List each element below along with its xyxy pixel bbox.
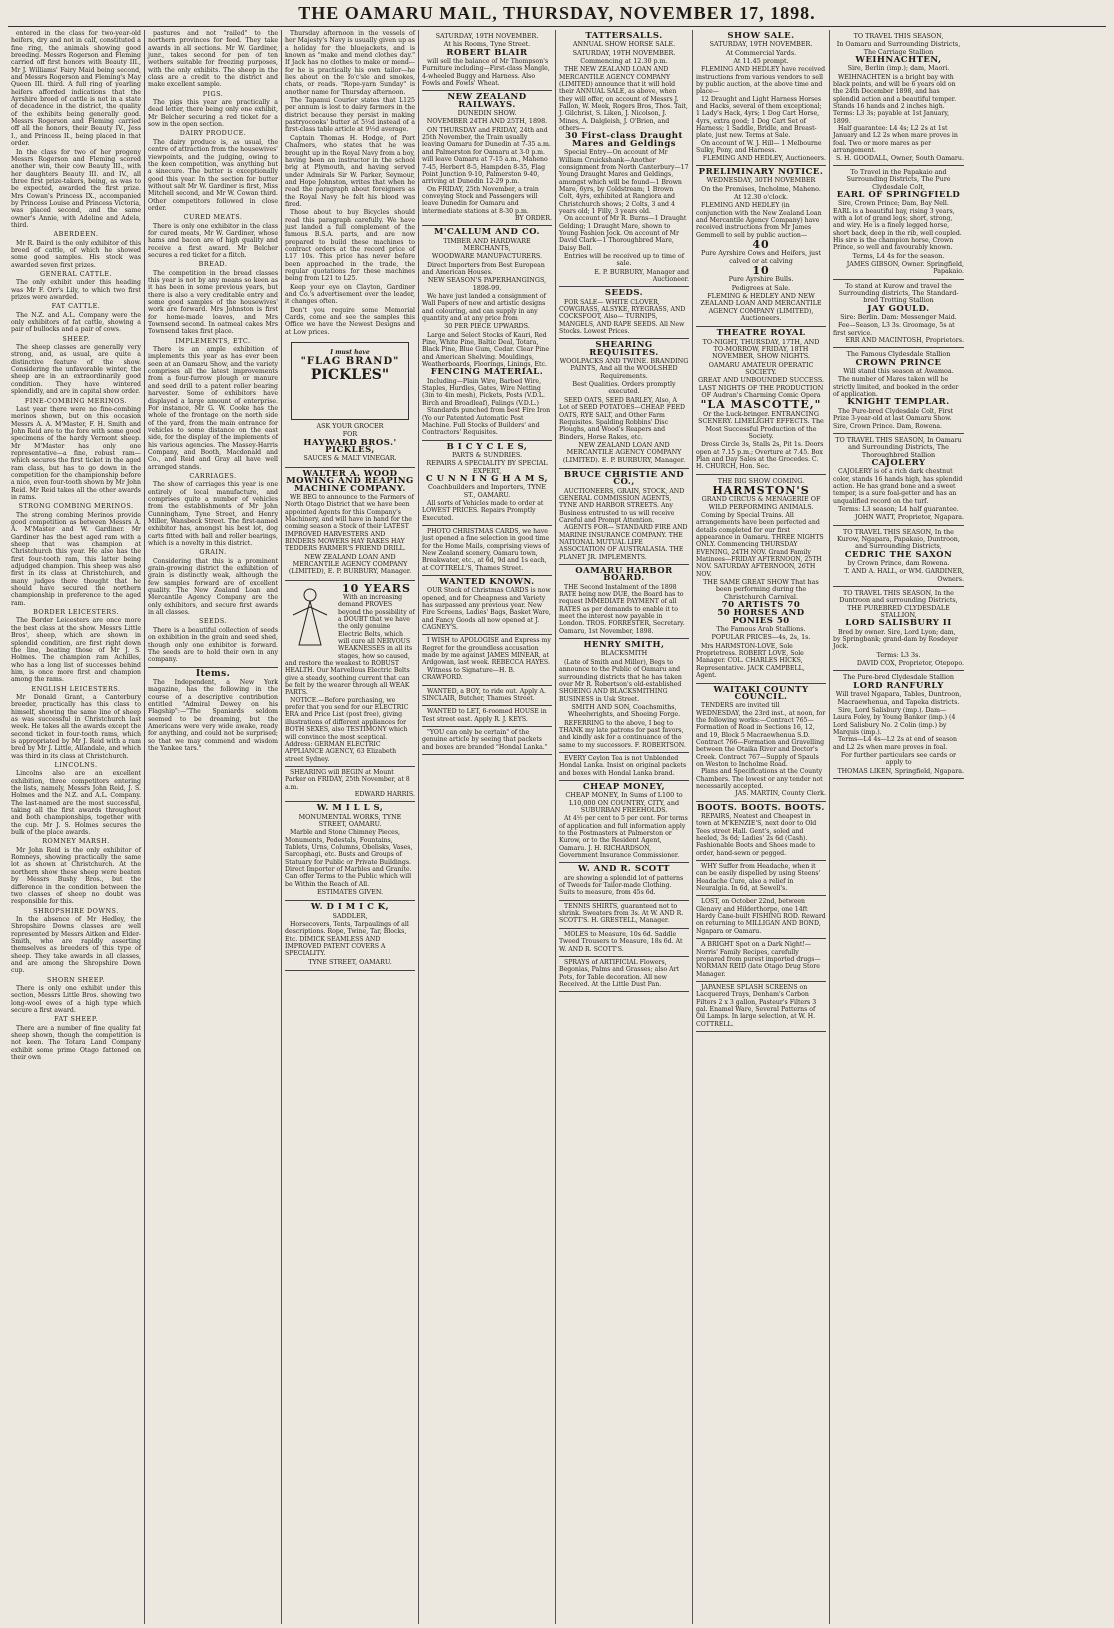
article-paragraph: The dairy produce is, as usual, the centre of attraction from the housewives' viewpoints, and the judging, owing to the keen competition, was anything but a sinecure. The butter is exceptionally good this year. In the section for butter without salt Mr W. Gardiner is first, Miss Mitchell second, and Mr W. Cowan third. Other competitors followed in close order.	[148, 138, 278, 212]
ad-line: THE BIG SHOW COMING.	[717, 476, 805, 485]
ad-body: All sorts of Vehicles made to order at LOWEST PRICES. Repairs Promptly Executed.	[422, 499, 544, 522]
ad-line: At 11.45 prompt.	[733, 57, 789, 66]
article-paragraph: The Border Leicesters are once more the best class at the show. Messrs Little Bros', sheep, which are shown in splendid condition, are first right down the line, beating those of Mr J. S. Holmes. The champion ram Achilles, who has a long list of successes behind him, is once more first and champion among the rams.	[11, 617, 141, 684]
ad-body: SEED OATS, SEED BARLEY, Also, A Lot of SEED POTATOES—CHEAP. FEED OATS, RYE SALT, and Other Farm Requisites. Spalding Robbins' Disc Ploughs, and Wood's Reapers and Binders, Horse Rakes, etc.	[559, 396, 686, 441]
ad-title: KNIGHT TEMPLAR.	[847, 397, 950, 408]
ad-body: With an increasing demand PROVES beyond the possibility of a DOUBT that we have the only genuine Electric Belts, which will cure all NERVOUS WEAKNESSES in all its stages, how so caused, and restore the weakest to ROBUST HEALTH. Our Marvellous Electric Belts give a steady, soothing current that can be felt by the wearer through all WEAK PARTS.	[285, 593, 415, 697]
ad-body: Direct Importers from Best European and American Houses.	[422, 261, 545, 276]
ad-subtitle: DUNEDIN SHOW.	[457, 109, 517, 118]
ad-signature: NEW ZEALAND LOAN AND MERCANTILE AGENCY COMPANY (LIMITED), E. P. BURBURY, Manager.	[288, 552, 412, 576]
ad-body: FLEMING AND HEDLEY (in conjunction with the New Zealand Loan and Mercantile Agency Company) have received instructions from Mr James Gemmell to sell by public auction—	[696, 202, 822, 239]
ad-body: Horsecovers, Tents, Tarpaulings of all descriptions. Rope, Twine, Tar, Blocks, Etc. DIMICK SEAMLESS AND IMPROVED PATENT COVERS A SPECIALITY.	[285, 921, 409, 958]
ad-body: OUR Stock of Christmas CARDS is now opened, and for Cheapness and Variety has surpassed any previous year. New Fire Screens, Ladies' Bags, Basket Ware, and Fancy Goods all now opened at J. CAGNEY'S.	[422, 587, 551, 632]
ad-line: Pedigrees at Sale.	[731, 283, 791, 292]
ad-body: WANTED to LET, 6-roomed HOUSE in Test street east. Apply R. J. KEYS.	[422, 708, 547, 723]
ad-line: Terms, L4 4s for the season.	[852, 251, 945, 260]
ad-line: SATURDAY, 19TH NOVEMBER.	[435, 32, 539, 40]
ad-highlight: 50 HORSES AND PONIES 50	[717, 608, 805, 626]
ad-title: CROWN PRINCE	[855, 357, 942, 368]
article-paragraph: There is an ample exhibition of implements this year as has ever been seen at an Oamaru Show, and the variety comprises all the latest improvements from a four-furrow plough or manure and seed drill to a patent roller bearing harvester. Some of exhibitors have displayed a large amount of enterprise. For instance, Mr G. W. Cooke has the whole of the frontage on the north side of the yard, from the main entrance for vehicles to some distance on the east side, for the display of the implements of his various agencies. The Massey-Harris Company, and Booth, Macdonald and Co., and Reid and Gray all have well arranged stands.	[148, 346, 278, 471]
ad-body: LOST, on October 22nd, between Glenavy and Hilderthorpe, one 14ft Hardy Cane-built FISHING ROD. Reward on returning to MILLIGAN AND BOND, Ngapara or Oamaru.	[696, 898, 826, 935]
ad-body: Coming by Special Trains. All arrangements have been perfected and details completed for our first appearance in Oamaru. THREE NIGHTS ONLY. Commencing THURSDAY EVENING, 24TH NOV. Grand Family Matinees—FRIDAY AFTERNOON, 25TH NOV. SATURDAY AFTERNOON, 26TH NOV.	[696, 511, 824, 578]
pickles-brand: "FLAG BRAND"	[300, 356, 400, 368]
photo-cards-advert	[422, 526, 552, 576]
ad-line: TO-NIGHT, THURSDAY, 17TH, AND TO-MORROW, FRIDAY, 18TH NOVEMBER, SHOW NIGHTS.	[702, 337, 820, 361]
ad-line: GREAT AND UNBOUNDED SUCCESS. LAST NIGHTS OF THE PRODUCTION OF Audran's Charming Comic Opera	[697, 376, 825, 400]
ad-body: Bred by owner. Sire, Lord Lyon; dam, by Springbank; grand-dam by Rosdeyer Jock.	[833, 628, 958, 651]
ad-line: Commencing at 12.30 p.m.	[580, 57, 668, 66]
ad-number: 10	[752, 263, 770, 277]
bruce-christie-advert	[559, 469, 689, 565]
ad-signature: FLEMING & HEDLEY AND NEW ZEALAND LOAN AND MERCANTILE AGENCY COMPANY (LIMITED), Auctioneers.	[700, 292, 822, 323]
tattersalls-advert	[559, 30, 689, 287]
ad-subtitle: BLACKSMITH	[600, 649, 648, 658]
article-paragraph: Mr John Reid is the only exhibitor of Romneys, showing practically the same lot as shown at Christchurch. At the northern show these sheep were beaten by Messrs Bushy Bros., but the difference in the condition between the two classes of sheep no doubt was responsible for this.	[11, 846, 141, 906]
ad-body: FLEMING AND HEDLEY have received instructions from various vendors to sell by public auction, at the above time and place—	[696, 66, 826, 96]
ad-subtitle: PARTS & SUNDRIES.	[451, 450, 523, 459]
section-heading: GENERAL CATTLE.	[40, 270, 112, 278]
ad-body: REPAIRS, Neatest and Cheapest in town at M'KENZIE'S, next door to Old Tees street Hall. Gent's, soled and heeled, 3s 6d; Ladies' 2s 6d (Cash). Fashionable Boots and Shoes made to order, hand-sewn or pegged.	[696, 813, 817, 857]
ad-line: TO TRAVEL THIS SEASON, In the Duntroon and surrounding Districts, THE PUREBRED CLYDESDALE STALLION,	[839, 589, 958, 620]
ad-line: On the Premises, Incholme, Maheno.	[701, 184, 821, 193]
ad-title: WAITAKI COUNTY COUNCIL.	[713, 684, 809, 702]
ad-line: TO TRAVEL THIS SEASON, In the Kurow, Ngapara, Papakaio, Duntroon, and Surrounding Districts,	[837, 527, 960, 551]
ad-subtitle: Will stand this season at Awamoa.	[843, 367, 954, 376]
pickles-word: PICKLES"	[310, 366, 390, 383]
columns	[8, 30, 1106, 1624]
blair-advert	[422, 30, 552, 91]
henry-smith-advert	[559, 639, 689, 753]
ad-body: REFERRING to the above, I beg to THANK my late patrons for past favors, and kindly ask for a continuance of the same to my successors. F. ROBERTSON.	[559, 719, 686, 749]
ad-body: Marble and Stone Chimney Pieces, Monuments, Pedestals, Fountains, Tablets, Urns, Columns, Obelisks, Vases, Sarcophagi, etc. Busts and Groups of Statuary for Public or Private Buildings. Direct Importer of Marbles and Granite. Can offer Terms to the Public which will be Within the Reach of All.	[285, 829, 413, 888]
ad-line: 30 PER PIECE UPWARDS.	[444, 322, 530, 331]
ad-body: THE NEW ZEALAND LOAN AND MERCANTILE AGENCY COMPANY (LIMITED) announce that it will hold their ANNUAL SALE, as above, when they will offer, on account of Messrs J. Fallon, W. Meek, Rogers Bros, Thos. Tait, J. Gilchrist, S. Liken, J. Nicolson, J. Mines, A. Dalgleish, J. O'Brien, and others—	[559, 66, 688, 133]
ad-title: HENRY SMITH,	[583, 640, 665, 651]
column-6	[693, 30, 830, 1624]
section-heading: FINE-COMBING MERINOS.	[24, 396, 128, 405]
ad-line: The Famous Arab Stallions.	[716, 625, 806, 634]
ad-body: NOTICE.—Before purchasing, we prefer that you send for our ELECTRIC ERA and Price List (post free), giving illustrations of different appliances for BOTH SEXES, also TESTIMONY which will convince the most sceptical. Address: GERMAN ELECTRIC APPLIANCE AGENCY, 63 Elizabeth street Sydney.	[285, 696, 409, 763]
ad-body: Fee—Season, L3 3s. Groomage, 5s at first service.	[833, 322, 955, 337]
ad-line: FOR	[342, 430, 358, 439]
ad-body: THE Second Instalment of the 1898 RATE being now DUE, the Board has to request IMMEDIATE PAYMENT of all RATES as per demands to enable it to meet the interest now payable in London. TROS. FORRESTER, Secretary. Oamaru, 1st November, 1898.	[559, 583, 685, 635]
ad-highlight: 30 First-class Draught Mares and Geldings	[565, 131, 683, 149]
ad-body: On account of Mr R. Burns—1 Draught Gelding; 1 Draught Mare, shown to Young Fashion Jock. On account of Mr David Clark—1 Thoroughbred Mare, Daisy Bell.	[559, 215, 687, 252]
ad-title: M'CALLUM AND CO.	[434, 227, 540, 238]
ad-line: At his Rooms, Tyne Street.	[443, 40, 531, 49]
wood-advert	[285, 468, 415, 581]
ad-body: WHY Suffer from Headache, when it can be easily dispelled by using Steens' Headache Cure, also a relief in Neuralgia. In 6d, at Sewell's.	[696, 863, 821, 893]
article-paragraph: The only exhibit under this heading was Mr F. Orr's Lily, to which two first prizes were awarded.	[11, 279, 141, 302]
ad-subtitle: TIMBER AND HARDWARE MERCHANTS,	[443, 236, 531, 252]
seeds-advert	[559, 287, 689, 339]
ad-title: THEATRE ROYAL	[716, 328, 806, 339]
article-paragraph: Considering that this is a prominent grain-growing district the exhibition of grain is distinctly weak, although the few samples forward are of excellent quality. The New Zealand Loan and Mercantile Agency Company are the only exhibitors, and secure first awards in all classes.	[148, 557, 278, 617]
ad-title: CEDRIC THE SAXON	[844, 549, 953, 560]
lord-salisbury-advert	[833, 587, 964, 671]
ad-line: ESTIMATES GIVEN.	[316, 888, 384, 897]
ad-title: FENCING MATERIAL.	[430, 367, 544, 378]
ad-body: MOLES to Measure, 10s 6d. Saddle Tweed Trousers to Measure, 18s 6d. At W. AND R. SCOTT'S.	[559, 930, 683, 953]
ad-subtitle: GRAND CIRCUS & MENAGERIE OF WILD PERFORMING ANIMALS.	[701, 495, 821, 511]
ad-body: JAPANESE SPLASH SCREENS on Lacquered Trays, Denham's Carbon Filters 2 x 3 gallon, Pasteur's Filters 3 gal. Enamel Ware, Several Patterns of Oil Lamps. In large selection, at W. H. COTTRELL.	[696, 983, 817, 1028]
wanted-house-advert	[422, 706, 552, 727]
ad-body: I WISH to APOLOGISE and Express my Regret for the groundless accusation made by me against JAMES MINEAR, at Ardgowan, last week. REBECCA HAYES.	[422, 637, 551, 667]
section-heading: SHORN SHEEP.	[47, 975, 105, 984]
ad-body: Dress Circle 3s, Stalls 2s, Pit 1s. Doors open at 7.15 p.m.; Overture at 7.45. Box Plan and Day Sales at the Grocedes. C. H. CHURCH, Hon. Sec.	[696, 441, 824, 471]
ad-signature: ERR AND MACINTOSH, Proprietors.	[845, 337, 964, 345]
shearing-requisites-advert	[559, 339, 689, 469]
cajolery-advert	[833, 434, 964, 526]
ad-body: SHEARING will BEGIN at Mount Parker on FRIDAY, 25th November, at 8 a.m.	[285, 768, 410, 791]
preliminary-notice-advert	[696, 166, 826, 328]
article-paragraph: Keep your eye on Clayton, Gardiner and Co.'s advertisement over the leader, it changes often.	[285, 283, 415, 306]
tennis-shirts-advert	[559, 901, 689, 929]
circus-advert	[696, 475, 826, 684]
ad-signature: THOMAS LIKEN, Springfield, Ngapara.	[837, 767, 964, 775]
ad-title: TATTERSALLS.	[585, 31, 663, 41]
ad-line: The Pure-bred Clydesdale Stallion	[843, 673, 954, 682]
article-paragraph: The show of carriages this year is one entirely of local manufacture, and comprises quite a number of vehicles from the establishments of Mr John Cunningham, Tyne Street, and Henry Miller, Wansbeck Street. The first-named exhibitor has, amongst his best lot, dog carts fitted with ball and roller bearings, which is a novelty in this district.	[148, 481, 278, 548]
ad-body: CAJOLERY is of a rich dark chestnut color, stands 16 hands high, has splendid action. He has grand bone and a sweet temper, is a sure foal-getter and has an unqualified record on the turf.	[833, 468, 963, 505]
dimick-advert	[285, 901, 415, 971]
ad-title: SHEARING REQUISITES.	[589, 340, 659, 358]
section-heading: CURED MEATS.	[183, 213, 243, 222]
article-paragraph: There is only one exhibit under this section, Messrs Little Bros. showing two long-wool ewes of a high type which secure a first award.	[11, 984, 141, 1014]
ad-line: NOVEMBER 24TH AND 25TH, 1898.	[426, 117, 548, 126]
ad-body: Plans and Specifications at the County Chambers. The lowest or any tender not necessarily accepted.	[696, 768, 823, 790]
ad-subtitle: WOOLPACKS AND TWINE. BRANDING PAINTS, And all the WOOLSHED Requirements.	[559, 357, 689, 380]
article-paragraph: Lincolns also are an excellent exhibition, three competitors entering the lists, namely, Messrs John Reid, J. S. Holmes and the N.Z. and A.L. Company. The last-named are the most successful, taking all the first awards throughout and both championships, together with the cup. Mr J. S. Holmes secures the bulk of the place awards.	[11, 770, 141, 837]
ad-title: HARMSTON'S	[712, 483, 810, 497]
article-paragraph: In the class for two of her progeny Messrs Rogerson and Fleming scored another win, their cow Beauty III., with her daughters Beauty III. and IV., all three first prize-takers, being, as was to be expected, awarded the first prize. Mrs Cowan's Princess IX., accompanied by Princess Louise and Princess Victoria, was placed second, and the same owner's Annie, with Adeline and Adela, third.	[11, 148, 141, 229]
column-4	[419, 30, 556, 1624]
ad-subtitle: Coachbuilders and Importers, TYNE ST., OAMARU.	[428, 483, 546, 499]
ad-body: A BRIGHT Spot on a Dark Night!—Norris' Family Recipes, carefully prepared from purest imported drugs—NORMAN REID (late Otago Drug Store Manager.	[696, 941, 821, 978]
section-heading: SHROPSHIRE DOWNS.	[33, 906, 119, 915]
article-paragraph: There is only one exhibitor in the class for cured meats, Mr W. Gardiner, whose hams and bacon are of high quality and receive a first award. Mr Belcher secures a red ticket for a flitch.	[148, 222, 278, 259]
ceylon-tea-advert	[559, 753, 689, 781]
ad-body: We have just landed a consignment of Wall Papers of new and artistic designs and colouring, and can supply in any quantity and at any price from	[422, 293, 546, 323]
ad-title: W. AND R. SCOTT	[578, 864, 670, 875]
ad-body: Terms—L4 4s—L2 2s at end of season and L2 2s when mare proves in foal.	[833, 736, 958, 751]
sprays-advert	[559, 957, 689, 992]
ad-line: Best Qualities. Orders promptly executed.	[572, 380, 676, 396]
mccallum-advert	[422, 226, 552, 440]
ad-title: 10 YEARS	[342, 581, 411, 595]
ad-body: AUCTIONEERS, GRAIN, STOCK, AND GENERAL COMMISSION AGENTS, TYNE AND HARBOR STREETS. Any Business entrusted to us will receive Careful and Prompt Attention.	[559, 487, 685, 524]
section-heading: SHEEP.	[62, 334, 90, 343]
section-heading: CARRIAGES.	[189, 471, 237, 480]
headache-advert	[696, 861, 826, 896]
ad-title: CAJOLERY	[871, 457, 926, 468]
ad-body: FOR SALE— WHITE CLOVER, COWGRASS, ALSYKE, RYEGRASS, AND COCKSFOOT, Also— TURNIPS, MANGELS, AND RAPE SEEDS. All New Stocks. Lowest Prices.	[559, 298, 686, 336]
ad-signature: EDWARD HARRIS.	[354, 790, 415, 798]
section-heading: LINCOLNS.	[54, 761, 98, 769]
ad-body: TENNIS SHIRTS, guaranteed not to shrink. Sweaters from 3s. At W. AND R. SCOTT'S. H. GRESTELL, Manager.	[559, 902, 684, 925]
ad-body: Including—Plain Wire, Barbed Wire, Staples, Hurdles, Gates, Wire Netting (3in to 4in mesh), Pickets, Posts (V.D.L. Birch and Broadleaf), Palings (V.D.L.)	[422, 377, 545, 407]
pickles-advert	[285, 337, 415, 468]
ad-body: The number of Mares taken will be strictly limited, and booked in the order of application.	[833, 376, 959, 399]
article-paragraph: There are a number of fine quality fat sheep shown, though the competition is not keen. The Totara Land Company exhibit some prime Otago fattened on their own	[11, 1024, 141, 1062]
ad-line: WEDNESDAY, 30TH NOVEMBER	[706, 176, 816, 185]
ad-signature: S. H. GOODALL, Owner, South Oamaru.	[835, 154, 964, 162]
ad-subtitle: MONUMENTAL WORKS, TYNE STREET, OAMARU.	[298, 812, 402, 828]
ad-title: JAY GOULD.	[867, 303, 930, 314]
article-paragraph: entered in the class for two-year-old heifers, dry and not in calf, constituted a fine ring, the animals showing good breeding. Messrs Rogerson and Fleming carried off first honors with Beauty III., Mr J. Williams' Fairy Maid being second, and Messrs Rogerson and Fleming's May Queen III. third. A full ring of yearling heifers afforded indications that the Ayrshire breed of cattle is not in a state of decadence in the district, the quality of the exhibits being generally good. Messrs Rogerson and Fleming carried off all the honors, their Beauty IV., Jess I., and Princess II., being placed in that order.	[11, 30, 141, 148]
ad-title: C U N N I N G H A M S,	[425, 473, 549, 484]
ad-signature: JAS. MARTIN, County Clerk.	[735, 790, 826, 798]
lord-ranfurly-advert	[833, 671, 964, 778]
article-paragraph: The N.Z. and A.L. Company were the only exhibitors of fat cattle, showing a pair of bullocks and a pair of cows.	[11, 311, 141, 334]
article-paragraph: Mr Donald Grant, a Canterbury breeder, practically has this class to himself, showing the same line of sheep as was successful in Christchurch last week. He takes all the awards except the second ticket in four-tooth rams, which is appropriated by Mr J. Reid with a ram bred by Mr J. Little, Allandale, and which was third in its class at Christchurch.	[11, 693, 141, 760]
ad-body: (Late of Smith and Miller), Begs to announce to the Public of Oamaru and surrounding districts that he has taken over Mr R. Robertson's old-established SHOEING AND BLACKSMITHING BUSINESS in Usk Street.	[559, 658, 682, 703]
ad-line: Or the Luck-bringer. ENTRANCING SCENERY. LIMELIGHT EFFECTS. The Most Successful Production of the Society.	[698, 409, 824, 440]
hondal-advert	[422, 727, 552, 755]
ad-title: BOOTS. BOOTS. BOOTS.	[697, 802, 825, 813]
ad-body: WEIHNACHTEN is a bright bay with black points, and will be 6 years old on the 24th December 1898, and has splendid action and a beautiful temper. Stands 16 hands and 2 inches high. Terms: L3 3s; payable at 1st January, 1899.	[833, 73, 957, 125]
cheap-money-advert	[559, 781, 689, 863]
ad-subtitle: OAMARU AMATEUR OPERATIC SOCIETY.	[708, 360, 814, 377]
ad-signature: E. P. BURBURY, Manager and Auctioneer.	[594, 268, 689, 283]
article-paragraph: The sheep classes are generally very strong, and, as usual, are quite a distinctive feature of the show. Considering the unfavorable winter, the sheep are in an extraordinarily good condition. They have wintered splendidly, and are in capital show order.	[11, 344, 141, 396]
ad-line: REPAIRS A SPECIALITY BY SPECIAL EXPERT,	[426, 459, 548, 475]
show-sale-advert	[696, 30, 826, 166]
ad-line: Pure Ayrshire Cows and Heifers, just calved or at calving	[700, 249, 822, 265]
harbor-board-advert	[559, 565, 689, 639]
ad-body: EVERY Ceylon Tea is not Unblended Hondal Lanka. Insist on original packets and boxes with Hondal Lanka brand.	[559, 754, 687, 777]
ad-body: On FRIDAY, 25th November, a train conveying Stock and Passengers will leave Dunedin for Oamaru and intermediate stations at 8-30 p.m.	[422, 185, 539, 215]
article-paragraph: The Independent, a New York magazine, has the following in the course of a descriptive contribution entitled "Admiral Dewey on his Flagship":—"The Spaniards seldom seemed to be dreaming, but the Americans were very wide awake, ready for anything, and could not be surprised; so that we may commend and wisdom the Yankee tars."	[148, 678, 278, 752]
section-heading: ENGLISH LEICESTERS.	[31, 684, 121, 693]
ad-title: HAYWARD BROS.' PICKLES,	[303, 437, 397, 456]
ad-body: Sire, Crown Prince; Dam, Bay Nell. EARL is a beautiful bay, rising 3 years, with a lot of grand legs; short, strong, and wiry. He is a finely legged horse, short back, deep in the rib, well coupled. His sire is the champion horse, Crown Prince, so well and favourably known.	[833, 200, 962, 252]
pickles-caption: I must have	[330, 349, 370, 357]
ad-line: For further particulars see cards or apply to	[840, 750, 957, 767]
apology-notice	[422, 635, 552, 685]
article-paragraph: Those about to buy Bicycles should read this paragraph carefully. We have just landed a full complement of the famous B.S.A. parts, and are now prepared to build these machines to contract orders at the record price of L17 10s. This price has never before been approached in the trade, the regular quotations for these machines being from L21 to L25.	[285, 209, 415, 283]
article-paragraph: Mr R. Baird is the only exhibitor of this breed of cattle, of which he showed some good samples. His stock was awarded seven first prizes.	[11, 239, 141, 269]
shearing-advert	[285, 767, 415, 802]
article-paragraph: In the absence of Mr Hedley, the Shropshire Downs classes are well represented by Messrs Aitken and Elder-Smith, who are rapidly asserting themselves as breeders of this type of sheep. They take awards in all classes, and are among the Shropshire Down cup.	[11, 915, 141, 975]
boots-advert	[696, 802, 826, 861]
ad-title: LORD SALISBURY II	[845, 618, 952, 629]
column-1	[8, 30, 145, 1624]
weihnachten-advert	[833, 30, 964, 166]
ad-body: At 4½ per cent to 5 per cent. For terms of application and full information apply to the Postmasters at Palmerston or Kurow, or to the Resident Agent, Oamaru. J. H. RICHARDSON, Government Insurance Commissioner.	[559, 815, 688, 860]
ad-line: POPULAR PRICES—4s, 2s, 1s.	[711, 633, 811, 642]
ad-title: PRELIMINARY NOTICE.	[698, 166, 824, 177]
ad-body: WE BEG to announce to the Farmers of North Otago District that we have been appointed Agents for this Company's Machinery, and will have in hand for the coming season a Stock of their LATEST IMPROVED HARVESTERS AND BINDERS MOWERS HAY RAKES HAY TEDDERS FARMER'S FRIEND DRILL.	[285, 493, 414, 553]
article-paragraph: Don't you require some Memorial Cards, come and see the samples this Office we have the Newest Designs and at Low prices.	[285, 306, 415, 336]
divider	[148, 667, 278, 668]
pickles-illustration	[291, 342, 409, 420]
ad-body: Special Entry—On account of Mr William Cruickshank—Another consignment from North Canterbury—17 Young Draught Mares and Geldings, amongst which will be found—1 Brown Mare, 6yrs, by Coldstream; 1 Brown Colt, 4yrs, exhibited at Rangiora and Christchurch shows; 2 Colts, 3 and 4 years old; 1 Filly, 3 years old.	[559, 149, 689, 215]
woman-figure-icon	[285, 585, 335, 655]
ad-title: W. D I M I C K,	[310, 902, 390, 913]
ad-body: Standards punched from best Fire Iron (Yo our Patented Automatic Post Machine. Full Stocks of Builders' and Contractors' Requisites.	[422, 407, 551, 437]
ad-line: THE SAME GREAT SHOW That has been performing during the Christchurch Carnival.	[703, 578, 819, 601]
ad-title: LORD RANFURLY	[853, 680, 944, 691]
cedric-saxon-advert	[833, 526, 964, 587]
section-heading: ROMNEY MARSH.	[42, 837, 110, 846]
ad-line: At Commercial Yards.	[725, 48, 797, 57]
ad-line: SAUCES & MALT VINEGAR.	[303, 454, 397, 463]
section-heading: DAIRY PRODUCE.	[179, 129, 247, 138]
bicycles-advert	[422, 441, 552, 526]
ad-title: BRUCE CHRISTIE AND CO.,	[563, 469, 685, 488]
ad-subtitle: Sire: Berlin. Dam: Messenger Maid.	[840, 313, 957, 322]
ad-signature: SMITH AND SON, Coachsmiths, Wheelwrights, and Shoeing Forge.	[567, 702, 681, 719]
ad-title: "LA MASCOTTE,"	[700, 398, 822, 412]
ad-body: AGENTS FOR— STANDARD FIRE AND MARINE INSURANCE COMPANY. THE NATIONAL MUTUAL LIFE ASSOCIATION OF AUSTRALASIA. THE PLANET JR. IMPLEMENTS.	[559, 524, 688, 561]
ad-title: SHOW SALE.	[727, 31, 795, 41]
ad-title: WANTED KNOWN.	[439, 577, 535, 588]
section-heading: FAT SHEEP.	[54, 1015, 98, 1024]
ad-line: SATURDAY, 19TH NOVEMBER.	[709, 40, 813, 49]
section-heading: GRAIN.	[199, 548, 227, 557]
ad-body: ON THURSDAY and FRIDAY, 24th and 25th November, the Train usually leaving Oamaru for Dunedin at 7-35 a.m. and Palmerston for Oamaru at 3-0 p.m. will leave Oamaru at 7-15 a.m., Maheno 7-45, Herbert 8-5, Hampden 8-35, Flag Point Junction 9-10, Palmerston 9-40, arriving at Dunedin 12-29 p.m.	[422, 126, 551, 186]
section-heading: SEEDS.	[198, 617, 227, 626]
ad-title: EARL OF SPRINGFIELD	[836, 189, 961, 200]
earl-springfield-advert	[833, 166, 964, 280]
ad-subtitle: ANNUAL SHOW HORSE SALE.	[572, 40, 676, 49]
article-paragraph: There is a beautiful collection of seeds on exhibition in the grain and seed shed, though only one exhibitor is forward. The seeds are to hold their own in any company.	[148, 626, 278, 664]
column-2	[145, 30, 282, 1624]
ad-body: will sell the balance of Mr Thompson's Furniture including—First-class Mangle, 4-wheeled Buggy and Harness. Also Fowls and Fowls' Wheat.	[422, 58, 550, 88]
lost-advert	[696, 896, 826, 939]
ad-line: To Travel in the Papakaio and Surrounding Districts, The Pure Clydesdale Colt,	[846, 167, 951, 191]
waitaki-council-advert	[696, 684, 826, 802]
ad-body: On account of W. J. Hill— 1 Melbourne Sulky, Pony, and Harness.	[696, 139, 822, 155]
article-paragraph: The competition in the bread classes this year is not by any means so keen as it has been in some previous years, but there is also a very creditable entry and some good samples of the housewives' work are forward. Mrs Johnston is first for home-made loaves, and Mrs Townsend second. In oatmeal cakes Mrs Townsend takes first place.	[148, 269, 278, 336]
ad-line: SATURDAY, 19TH NOVEMBER.	[572, 48, 676, 57]
items-heading: Items.	[195, 668, 231, 679]
ad-line: ASK YOUR GROCER	[316, 422, 384, 431]
ad-line: In Oamaru and Surrounding Districts, The Carriage Stallion	[836, 40, 961, 56]
article-paragraph: The Tapanui Courier states that L125 per annum is lost to dairy farmers in the district because they persist in making pastryocooks' butter at 5½d instead of a first-class table article at 9½d average.	[285, 97, 415, 134]
ad-line: Terms: L3 season; L4 half guarantee.	[838, 504, 959, 513]
theatre-advert	[696, 327, 826, 474]
section-heading: ABERDEEN.	[53, 230, 99, 239]
section-heading: PIGS.	[202, 89, 224, 98]
ad-line: Terms: L3 3s.	[876, 650, 921, 659]
section-heading: FAT CATTLE.	[51, 302, 101, 311]
japanese-screens-advert	[696, 982, 826, 1032]
wanted-boy-advert	[422, 686, 552, 707]
section-heading: IMPLEMENTS, ETC.	[175, 336, 251, 345]
ad-body: Witness to Signature—H. B. CRAWFORD.	[422, 666, 515, 682]
ad-body: The Pure-bred Clydesdale Colt, First Prize 3-year-old at last Oamaru Show. Sire, Crown Prince. Dam, Rowena.	[833, 407, 954, 430]
railways-advert	[422, 91, 552, 226]
ad-line: Entries will be received up to time of sale.	[563, 251, 685, 268]
ad-line: TYNE STREET, OAMARU.	[308, 957, 392, 966]
ad-title: B I C Y C L E S,	[446, 441, 528, 452]
ad-signature: JAMES GIBSON, Owner. Springfield, Papakaio.	[846, 260, 964, 276]
ad-highlight: 70 ARTISTS 70	[721, 600, 801, 611]
ad-line: The Famous Clydesdale Stallion	[846, 350, 951, 359]
ad-signature: T. AND A. HALL, or WM. GARDINER, Owners.	[844, 568, 964, 583]
moles-advert	[559, 929, 689, 957]
column-5	[556, 30, 693, 1624]
ad-signature: DAVID COX, Proprietor, Otepopo.	[856, 660, 964, 668]
ad-title: NEW ZEALAND RAILWAYS.	[447, 92, 527, 110]
ad-title: OAMARU HARBOR BOARD.	[575, 566, 673, 584]
column-7	[830, 30, 967, 1624]
section-heading: BORDER LEICESTERS.	[33, 608, 119, 617]
ad-line: TO TRAVEL THIS SEASON, In Oamaru and Surrounding Districts, The Thoroughbred Stallion	[835, 435, 962, 459]
scott-advert	[559, 863, 689, 900]
ad-body: Half guarantee: L4 4s; L2 2s at 1st January and L2 2s when mare proves in foal. Two or more mares as per arrangement.	[833, 125, 958, 155]
ad-title: W. M I L L S,	[316, 803, 384, 814]
ad-body: Large and Select Stocks of Kauri, Red Pine, White Pine, Baltic Deal, Totara, Black Pine, Blue Gum, Cedar. Clear Pine and American Shelving. Mouldings, Weatherboards, Floorings, Linings, Etc.	[422, 331, 550, 369]
article-paragraph: pastures and not "railed" to the northern provinces for feed. They take awards in all sections. Mr W. Gardiner, junr., takes second for pen of ten wethers suitable for freezing purposes, with the only exhibits. The sheep in the class are a credit to the district and make excellent sample.	[148, 30, 278, 89]
ad-body: TENDERS are invited till WEDNESDAY, the 23rd inst., at noon, for the following works:—Contract 765—Formation of Road in Sections 16, 12, and 19, Block 5 Macraewhenua S.D. Contract 766—Formation and Gravelling between the Otaika River and Doctor's Creek. Contract 767—Supply of Spauls on Weston to Incholme Road.	[696, 702, 826, 768]
column-3	[282, 30, 419, 1624]
ad-body: PHOTO CHRISTMAS CARDS, we have just opened a fine selection in good time for the Home Mails, comprising views of New Zealand scenery, Oamaru town, Breakwater, etc., at 6d, 9d and 1s each, at COTTRELL'S, Thames Street.	[422, 527, 550, 572]
ad-body: 12 Draught and Light Harness Horses and Hacks, several of them exceptional; 1 Lady's Hack, 4yrs; 1 Dog Cart Horse, 4yrs, extra good; 1 Dog Cart Set of Harness; 1 Saddle, Bridle, and Breast-plate, just new. Terms at Sale.	[696, 95, 822, 140]
ad-line: Pure Ayrshire Bulls.	[728, 275, 794, 284]
jay-gould-advert	[833, 280, 964, 349]
article-paragraph: The strong combing Merinos provide good competition as between Messrs A. A. M'Master and W. Gardiner. Mr Gardiner has the best aged ram with a sheep that was champion at Christchurch this year. He also has the first four-tooth ram, this latter being adjudged champion. This sheep was also first in its class at Christchurch, and many judges there thought that he should have secured the northern championship in preference to the aged ram.	[11, 511, 141, 607]
crown-prince-advert	[833, 348, 964, 433]
ad-line: TO TRAVEL THIS SEASON,	[853, 32, 944, 40]
bright-spot-advert	[696, 939, 826, 982]
ad-line: At 12.30 o'clock.	[734, 192, 788, 201]
wanted-known-advert	[422, 576, 552, 635]
ad-subtitle: WOODWARE MANUFACTURERS.	[431, 252, 543, 261]
article-paragraph: Thursday afternoon in the vessels of her Majesty's Navy is usually given up as a holiday for the bluejackets, and is known as "make and mend clothes day." If Jack has no clothes to make or mend—for he is practically his own tailor—he lies about on the fo'c'sle and smokes, chats, or reads. "Rope-yarn Sunday" is another name for Thursday afternoon.	[285, 30, 415, 96]
section-heading: BREAD.	[198, 260, 228, 269]
ad-line: To stand at Kurow and travel the Surrounding districts, The Standard-bred Trotting Stallion	[838, 281, 959, 305]
ad-title: ROBERT BLAIR	[446, 47, 528, 58]
ad-subtitle: Sire, Berlin (imp.); dam, Maori.	[847, 64, 950, 73]
ad-subtitle: CHEAP MONEY, In Sums of L100 to L10,000 ON COUNTRY, CITY, and SUBURBAN FREEHOLDS.	[565, 791, 683, 814]
ad-body: are showing a splendid lot of patterns of Tweeds for Tailor-made Clothing. Suits to measure, from 45s 6d.	[559, 874, 684, 897]
ad-signature: BY ORDER.	[515, 214, 552, 222]
ad-number: 40	[752, 237, 770, 251]
ad-body: WANTED, a BOY, to ride out. Apply A. SINCLAIR, Butcher, Thames Street.	[422, 687, 546, 702]
ad-body: Sire, Lord Salisbury (imp.). Dam—Laura Foley, by Young Banker (imp.) (4 Lord Salisbury No. 2 Colin (imp.) by Marquis (imp.).	[833, 706, 956, 736]
article-paragraph: Last year there were no fine-combing merinos shown, but on this occasion Messrs A. A. M'Master, F. H. Smith and John Reid are to the fore with some good specimens of the hardy Vermont sheep. Mr M'Master has only one representative—a fine, robust ram—which secures the first ticket in the aged ram class, but has to go down in the competition for the championship before a nice, even four-tooth shown by Mr John Reid. Mr Reid takes all the other awards in rams.	[11, 405, 141, 501]
ad-title: CHEAP MONEY,	[582, 781, 666, 792]
ad-body: Mrs HARMSTON-LOVE, Sole Proprietress. ROBERT LOVE, Sole Manager. COL. CHARLES HICKS, Representative. JACK CAMPBELL, Agent.	[696, 642, 805, 680]
ad-signature: FLEMING AND HEDLEY, Auctioneers.	[702, 154, 826, 162]
ad-body: "YOU can only be certain" of the genuine article by seeing that packets and boxes are branded "Hondal Lanka."	[422, 728, 548, 751]
ad-subtitle: by Crown Prince, dam Rowena.	[847, 559, 950, 567]
ad-signature: JOHN WATT, Proprietor, Ngapara.	[855, 514, 964, 522]
ad-signature: NEW ZEALAND LOAN AND MERCANTILE AGENCY COMPANY (LIMITED). E. P. BURBURY, Manager.	[562, 440, 686, 464]
mills-advert	[285, 802, 415, 901]
ad-title: WALTER A. WOOD MOWING AND REAPING MACHINE COMPANY.	[286, 468, 414, 494]
ad-title: SEEDS.	[604, 288, 644, 299]
article-paragraph: The pigs this year are practically a dead letter, there being only one exhibit, Mr Belcher securing a red ticket for a sow in the open section.	[148, 99, 278, 129]
ad-title: WEIHNACHTEN,	[855, 55, 942, 66]
ad-subtitle: Will travel Ngapara, Tables, Duntroon, Macraewhenua, and Tapeka districts.	[835, 690, 962, 706]
masthead: THE OAMARU MAIL, THURSDAY, NOVEMBER 17, 1898.	[8, 0, 1106, 27]
ad-body: SPRAYS of ARTIFICIAL Flowers, Begonias, Palms and Grasses; also Art Pots, for Table decoration. All new Received. At the Little Dust Pan.	[559, 958, 680, 988]
ad-line: NEW SEASON'S PAPERHANGINGS, 1898-99.	[427, 276, 547, 292]
section-heading: STRONG COMBING MERINOS.	[18, 502, 134, 511]
electric-belt-advert	[285, 581, 415, 767]
article-paragraph: Captain Thomas H. Hodge, of Port Chalmers, who states that he was brought up in the Royal Navy from a boy, having been an instructor in the school brig at Plymouth, and having served under Admirals Sir W. Parker, Seymour, and Hope Johnston, writes that when he read the paragraph about foreigners as the Royal Navy he felt his blood was fired.	[285, 134, 415, 208]
ad-subtitle: SADDLER,	[332, 911, 368, 920]
